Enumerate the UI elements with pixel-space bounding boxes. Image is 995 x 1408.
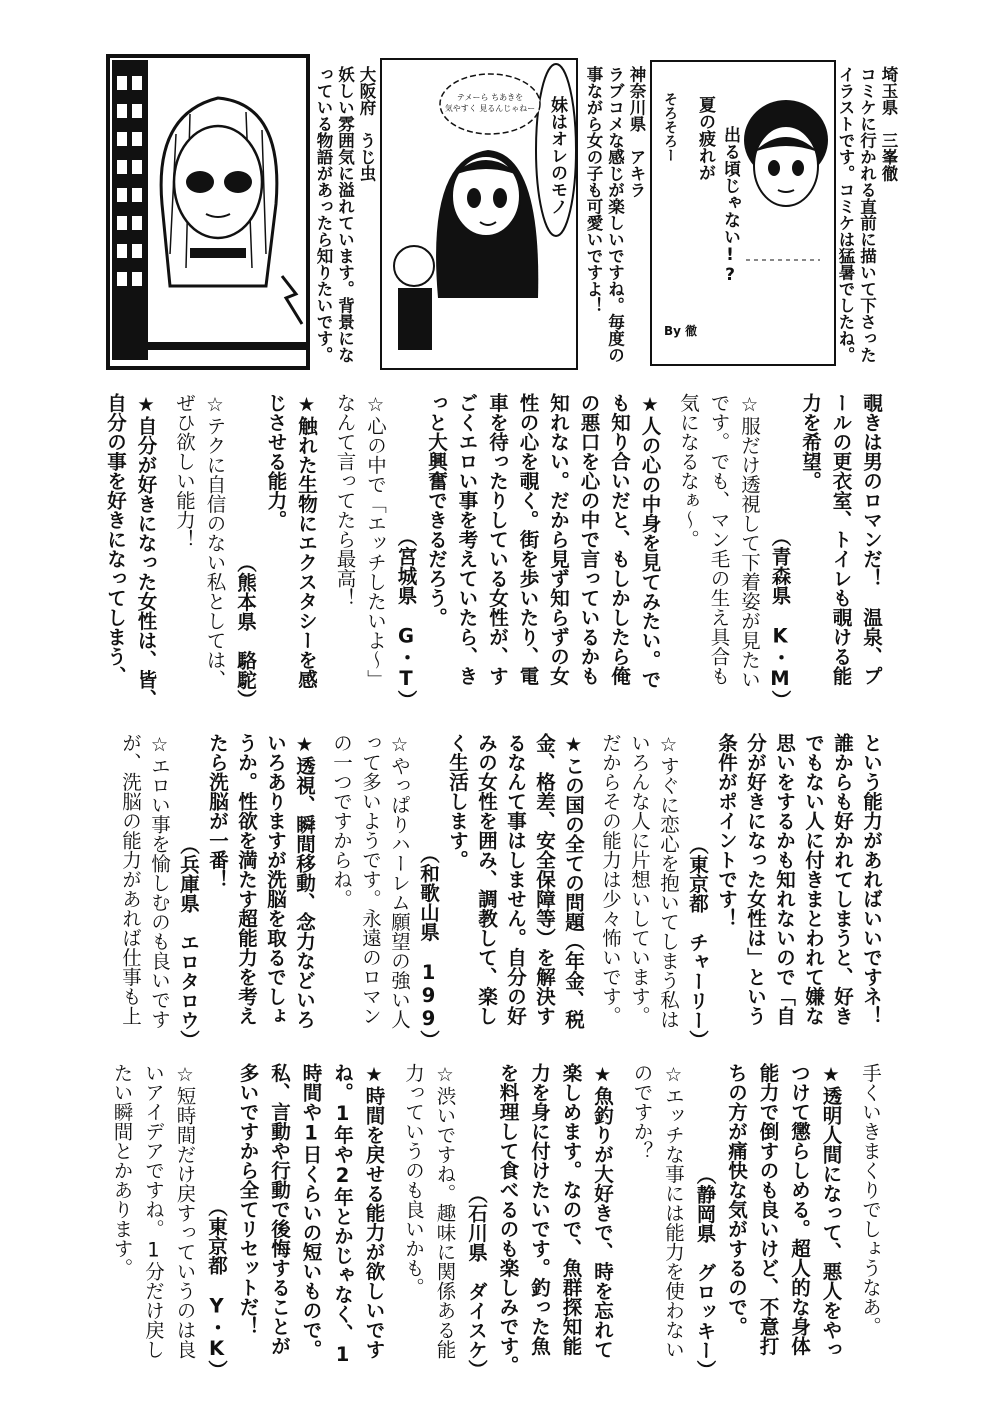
letter-line: ★透明人間になって、悪人をやっ: [819, 1063, 843, 1359]
reply-line: いアイデアですね。1分だけ戻し: [142, 1063, 165, 1359]
letter-line: ちの方が痛快な気がするので。: [725, 1063, 748, 1336]
small-figure: [394, 246, 434, 350]
reply-line: ☆服だけ透視して下着姿が見たい: [738, 393, 761, 689]
sender-line: （石川県 ダイスケ）: [465, 1184, 488, 1379]
reply-line: ☆エッチな事には能力を使わない: [662, 1063, 685, 1359]
letter-line: っと大興奮できるだろう。: [425, 393, 448, 627]
illustration-caption-saitama: [833, 66, 899, 368]
reply-line: ☆渋いですね。趣味に関係ある能: [433, 1063, 457, 1359]
caption-sender: 神奈川県 アキラ: [627, 66, 646, 198]
reply-line: ☆やっぱりハーレム願望の強い人: [388, 733, 411, 1029]
reply-line: ぜひ欲しい能力！: [173, 393, 196, 549]
reply-line: 手くいきまくりでしょうなあ。: [859, 1063, 882, 1336]
letter-line: も知り合いだと、もしかしたら俺: [608, 393, 631, 686]
letter-line: ★触れた生物にエクスタシーを感: [295, 393, 318, 689]
letter-line: みの女性を囲み、調教して、楽し: [475, 733, 498, 1026]
sender-line: （兵庫県 エロタロウ）: [177, 834, 200, 1049]
letter-line: じさせる能力。: [264, 393, 288, 530]
building-strip: [112, 60, 148, 360]
sender-line: （和歌山県 199）: [417, 843, 440, 1049]
reply-line: 力っていうのも良いかも。: [402, 1063, 425, 1297]
letter-line: つけて懲らしめる。超人的な身体: [788, 1063, 811, 1356]
letter-line: 自分の事を好きになってしまう、: [104, 393, 127, 686]
letter-line: 知れない。だから見ず知らずの女: [547, 393, 570, 686]
letter-line: ★魚釣りが大好きで、時を忘れて: [591, 1063, 614, 1359]
letter-line: いろありますが洗脳を取るでしょ: [264, 733, 287, 1026]
letter-line: 性の心を覗く。街を歩いたり、電: [516, 393, 540, 686]
letter-line: ★透視、瞬間移動、念力などいろ: [293, 733, 316, 1029]
reply-line: が、洗脳の能力があれば仕事も上: [119, 733, 142, 1026]
letter-line: 誰からも好かれてしまうと、好き: [831, 733, 854, 1026]
illustration-art: [106, 54, 310, 370]
reply-line: のですか？: [630, 1063, 654, 1161]
letter-entry: [106, 1063, 390, 1379]
letter-line: 楽しめます。なので、魚群探知能: [559, 1063, 583, 1356]
letter-entry: [116, 733, 319, 1049]
reply-line: たい瞬間とかあります。: [110, 1063, 134, 1278]
letter-line: 能力で倒すのも良いけど、不意打: [756, 1063, 780, 1356]
reply-line: だからその能力は少々怖いです。: [599, 733, 622, 1026]
reply-line: なんて言ってたら最高！: [333, 393, 357, 608]
reply-line: の一つですからね。: [330, 733, 353, 909]
reply-line: ☆すぐに恋心を抱いてしまう私は: [657, 733, 680, 1029]
speech-line: テメーら ちあきを: [456, 93, 524, 102]
letter-line: ごくエロい事を考えていたら、き: [455, 393, 479, 686]
letter-line: 条件がポイントです！: [715, 733, 738, 928]
letter-line: く生活します。: [446, 733, 469, 870]
reply-line: ☆短時間だけ戻すっていうのは良: [173, 1063, 197, 1359]
reply-line: 気になるなぁ〜。: [677, 393, 700, 549]
letter-line: 私、言動や行動で後悔することが: [268, 1063, 291, 1356]
letter-line: ★時間を戻せる能力が欲しいです: [362, 1063, 386, 1359]
letter-line: 金、格差、安全保障等）を解決す: [533, 733, 556, 1026]
illustration-osaka: [106, 54, 310, 370]
sender-line: （宮城県 G・T）: [394, 526, 418, 709]
artist-signature: By 徹: [664, 324, 698, 338]
illustration-lettering: 出る頃じゃない!?: [720, 126, 740, 285]
letter-line: 車を待ったりしている女性が、す: [486, 393, 509, 686]
letter-line: 覗きは男のロマンだ！ 温泉、プ: [860, 393, 883, 686]
illustration-caption-osaka: [311, 66, 377, 368]
sender-line: （東京都 チャーリー）: [686, 834, 709, 1049]
sender-line: （熊本県 駱駝）: [234, 553, 257, 709]
letters-row: [96, 1063, 886, 1379]
letter-entry: [596, 733, 886, 1049]
illustration-lettering: そろそろー: [662, 92, 678, 162]
letter-entry: [398, 1063, 619, 1379]
reply-line: ☆エロい事を愉しむのも良いです: [148, 733, 171, 1029]
letter-line: たら洗脳が一番！: [206, 733, 229, 889]
caption-sender: 埼玉県 三峯徹: [879, 66, 898, 182]
letter-line: 分が好きになった女性は」という: [744, 733, 767, 1026]
figure-head: [161, 98, 277, 286]
letter-line: という能力があればいいですネ！: [860, 733, 883, 1026]
letter-line: るなんて事はしません。自分の好: [504, 733, 527, 1026]
sender-line: （静岡県 グロッキー）: [693, 1164, 717, 1379]
caption-comment: コミケに行かれる直前に描いて下さった: [857, 66, 877, 363]
caption-comment: っている物語があったら知りたいです。: [314, 66, 333, 363]
reply-line: って多いようです。永遠のロマン: [359, 733, 382, 1026]
letter-line: でもない人に付きまとわれて嫌な: [802, 733, 825, 1026]
speech-line: 気やすく 見るんじゃねー: [444, 104, 536, 113]
caption-sender: 大阪府 うじ虫: [357, 66, 376, 182]
letter-line: 思いをするかも知れないので「自: [773, 733, 796, 1026]
letter-line: うか。性欲を満たす超能力を考え: [235, 733, 258, 1026]
letter-line: ね。1年や2年とかじゃなく、1: [331, 1063, 354, 1366]
letter-entry: [673, 393, 887, 709]
reply-line: です。でも、マン毛の生え具合も: [707, 393, 731, 686]
illustration-caption-kanagawa: [581, 66, 647, 368]
reply-line: いろんな人に片想いしています。: [628, 733, 651, 1026]
caption-comment: ラブコメな感じが楽しいですね。毎度の: [605, 66, 625, 363]
letter-line: 多いですから全てリセットだ！: [236, 1063, 260, 1336]
letter-entry: [626, 1063, 847, 1379]
letter-line: の悪口を心の中で言っているかも: [577, 393, 601, 686]
letter-entry: [100, 393, 161, 709]
letter-line: 時間や1日くらいの短いもので。: [299, 1063, 323, 1359]
letter-entry: [855, 1063, 887, 1379]
letter-line: 力を身に付けたいです。釣った魚: [528, 1063, 551, 1356]
letter-entry: [329, 393, 665, 709]
letter-entry: [169, 393, 322, 709]
letter-line: ★人の心の中身を見てみたい。で: [638, 393, 662, 689]
thought-cloud-text: [440, 92, 540, 114]
caption-comment: イラストです。コミケは猛暑でしたね。: [836, 66, 855, 363]
speech-bubble-text: 妹はオレのモノ: [547, 96, 567, 215]
sender-line: （青森県 K・M）: [768, 526, 792, 709]
caption-comment: 妖しい雰囲気に溢れています。背景にな: [335, 66, 355, 363]
reply-line: ☆心の中で「エッチしたいよ〜」: [364, 393, 387, 689]
caption-comment: 事ながら女の子も可愛いですよ！: [584, 66, 603, 314]
letter-line: を料理して食べるのも楽しみです。: [496, 1063, 520, 1375]
letter-line: ★この国の全ての問題（年金、税: [562, 733, 585, 1029]
illustration-lettering: 夏の疲れが: [695, 96, 715, 181]
letters-row: [96, 393, 886, 709]
letter-entry: [327, 733, 588, 1049]
letter-line: ールの更衣室、トイレも覗ける能: [829, 393, 853, 686]
letters-row: [96, 733, 886, 1049]
letter-line: 力を希望。: [799, 393, 822, 491]
letter-line: ★自分が好きになった女性は、皆、: [134, 393, 158, 709]
reply-line: ☆テクに自信のない私としては、: [203, 393, 227, 689]
sender-line: （東京都 Y・K）: [205, 1196, 228, 1379]
